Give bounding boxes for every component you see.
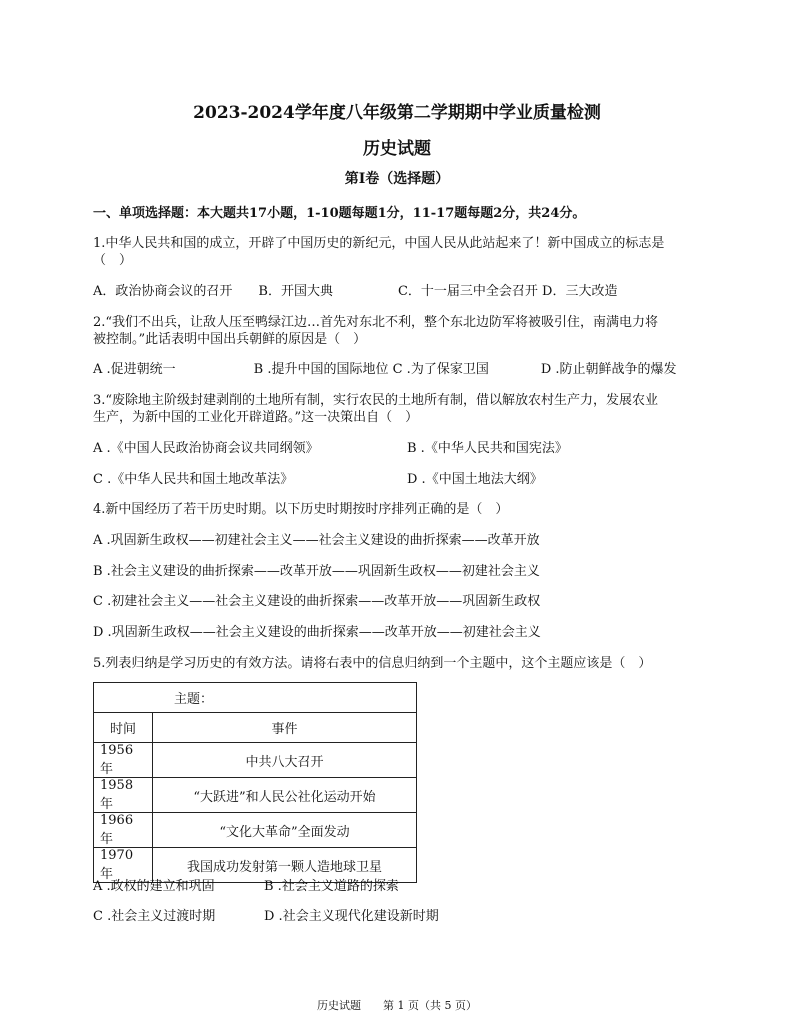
- q3-option-a: A .《中国人民政治协商会议共同纲领》: [93, 441, 319, 456]
- q4-option-d: D .巩固新生政权——社会主义建设的曲折探索——改革开放——初建社会主义: [93, 625, 541, 640]
- q1-stem-line2: （ ）: [93, 253, 133, 268]
- q4-option-c: C .初建社会主义——社会主义建设的曲折探索——改革开放——巩固新生政权: [93, 594, 541, 609]
- table-header-event: 事件: [153, 713, 417, 743]
- q5-option-a: A .政权的建立和巩固: [93, 879, 215, 894]
- table-cell-year: 1956年: [94, 743, 153, 778]
- table-row: [94, 743, 417, 778]
- table-header-time: 时间: [94, 713, 153, 743]
- table-cell-event: 中共八大召开: [153, 743, 417, 778]
- q4-option-b: B .社会主义建设的曲折探索——改革开放——巩固新生政权——初建社会主义: [93, 564, 540, 579]
- table-cell-year: 1966年: [94, 813, 153, 848]
- table-cell-event: “大跃进”和人民公社化运动开始: [153, 778, 417, 813]
- table-row: [94, 778, 417, 813]
- q3-option-b: B .《中华人民共和国宪法》: [407, 441, 568, 456]
- table-cell-year: 1958年: [94, 778, 153, 813]
- subject-title: 历史试题: [363, 139, 431, 159]
- events-table: [93, 682, 417, 883]
- exam-title: 2023-2024学年度八年级第二学期期中学业质量检测: [193, 103, 601, 123]
- table-header-row: [94, 713, 417, 743]
- q5-option-c: C .社会主义过渡时期: [93, 909, 216, 924]
- q2-stem-line1: 2.“我们不出兵，让敌人压至鸭绿江边…首先对东北不利，整个东北边防军将被吸引住，南满电力将: [93, 315, 659, 330]
- page-footer: 历史试题 第 1 页（共 5 页）: [317, 999, 477, 1012]
- table-cell-year: 1970年: [94, 848, 153, 883]
- table-cell-event: 我国成功发射第一颗人造地球卫星: [153, 848, 417, 883]
- table-theme-label: 主题：: [94, 683, 417, 713]
- q2-stem-line2: 被控制。”此话表明中国出兵朝鲜的原因是（ ）: [93, 332, 367, 347]
- table-row: [94, 813, 417, 848]
- q4-stem: 4.新中国经历了若干历史时期。以下历史时期按时序排列正确的是（ ）: [93, 502, 509, 517]
- q4-option-a: A .巩固新生政权——初建社会主义——社会主义建设的曲折探索——改革开放: [93, 533, 540, 548]
- q3-option-d: D .《中国土地法大纲》: [407, 472, 543, 487]
- q2-options: A .促进朝统一 B .提升中国的国际地位 C .为了保家卫国 D .防止朝鲜战争的爆发: [93, 362, 677, 377]
- q3-stem-line1: 3.“废除地主阶级封建剥削的土地所有制，实行农民的土地所有制，借以解放农村生产力，发展农业: [93, 393, 659, 408]
- q5-stem: 5.列表归纳是学习历史的有效方法。请将右表中的信息归纳到一个主题中，这个主题应该是（ ）: [93, 656, 652, 671]
- table-cell-event: “文化大革命”全面发动: [153, 813, 417, 848]
- q3-option-c: C .《中华人民共和国土地改革法》: [93, 472, 294, 487]
- q3-stem-line2: 生产，为新中国的工业化开辟道路。”这一决策出自（ ）: [93, 410, 419, 425]
- table-row: [94, 683, 417, 713]
- q5-option-b: B .社会主义道路的探索: [264, 879, 399, 894]
- q1-options: A．政治协商会议的召开 B．开国大典 C．十一届三中全会召开 D．三大改造: [93, 284, 618, 299]
- q5-option-d: D .社会主义现代化建设新时期: [264, 909, 439, 924]
- q1-stem-line1: 1.中华人民共和国的成立，开辟了中国历史的新纪元，中国人民从此站起来了！新中国成立的标志是: [93, 236, 665, 251]
- volume-title: 第Ⅰ卷（选择题）: [344, 171, 450, 187]
- section-heading: 一、单项选择题：本大题共17小题，1-10题每题1分，11-17题每题2分，共24分。: [93, 206, 586, 221]
